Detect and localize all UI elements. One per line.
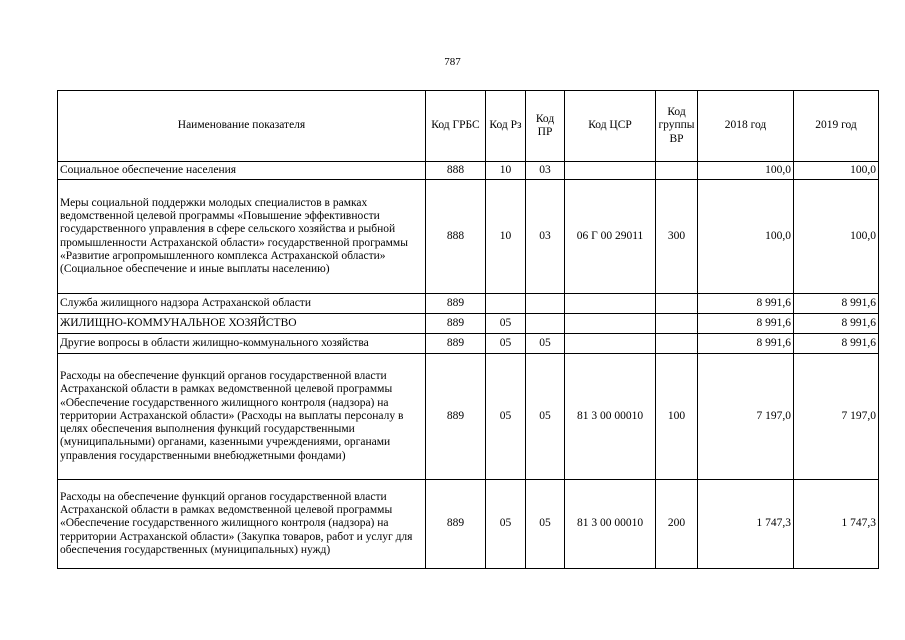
cell-grbs: 889 — [426, 294, 486, 314]
cell-vr — [656, 314, 698, 334]
cell-vr — [656, 334, 698, 354]
cell-vr: 300 — [656, 180, 698, 294]
cell-grbs: 889 — [426, 314, 486, 334]
cell-name: Расходы на обеспечение функций органов государственной власти Астраханской области в рамках ведомственной целевой программы «Обеспечение государственного жилищного контроля (надзора) на территории Астраханской области» (Расходы на выплаты персоналу в целях обеспечения выполнения функций государственными (муниципальными) органами, казенными учреждениями, органами управления государственными внебюджетными фондами) — [58, 354, 426, 480]
cell-2018: 8 991,6 — [698, 334, 794, 354]
cell-rz: 05 — [486, 480, 526, 569]
cell-pr: 05 — [526, 354, 565, 480]
header-pr: Код ПР — [526, 91, 565, 162]
cell-csr — [565, 334, 656, 354]
header-name: Наименование показателя — [58, 91, 426, 162]
cell-2018: 8 991,6 — [698, 314, 794, 334]
table-row — [58, 334, 879, 354]
cell-grbs: 889 — [426, 480, 486, 569]
cell-grbs: 888 — [426, 162, 486, 180]
cell-rz: 05 — [486, 314, 526, 334]
cell-csr: 81 3 00 00010 — [565, 480, 656, 569]
header-2019: 2019 год — [794, 91, 879, 162]
cell-pr: 03 — [526, 180, 565, 294]
cell-2018: 100,0 — [698, 180, 794, 294]
cell-csr — [565, 314, 656, 334]
cell-2018: 100,0 — [698, 162, 794, 180]
table-row — [58, 162, 879, 180]
cell-rz: 05 — [486, 334, 526, 354]
cell-2019: 8 991,6 — [794, 314, 879, 334]
cell-rz — [486, 294, 526, 314]
table-row — [58, 180, 879, 294]
header-rz: Код Рз — [486, 91, 526, 162]
cell-vr — [656, 162, 698, 180]
cell-pr: 05 — [526, 334, 565, 354]
cell-name: Служба жилищного надзора Астраханской области — [58, 294, 426, 314]
table-header-row — [58, 91, 879, 162]
cell-grbs: 889 — [426, 354, 486, 480]
cell-2019: 8 991,6 — [794, 334, 879, 354]
cell-csr — [565, 162, 656, 180]
cell-2019: 100,0 — [794, 180, 879, 294]
cell-2018: 7 197,0 — [698, 354, 794, 480]
cell-2019: 7 197,0 — [794, 354, 879, 480]
cell-csr: 06 Г 00 29011 — [565, 180, 656, 294]
cell-grbs: 888 — [426, 180, 486, 294]
cell-pr: 03 — [526, 162, 565, 180]
header-vr: Код группы ВР — [656, 91, 698, 162]
cell-2019: 8 991,6 — [794, 294, 879, 314]
cell-name: Другие вопросы в области жилищно-коммунального хозяйства — [58, 334, 426, 354]
cell-2019: 100,0 — [794, 162, 879, 180]
cell-csr: 81 3 00 00010 — [565, 354, 656, 480]
cell-pr: 05 — [526, 480, 565, 569]
table-row — [58, 314, 879, 334]
cell-2018: 8 991,6 — [698, 294, 794, 314]
header-2018: 2018 год — [698, 91, 794, 162]
cell-pr — [526, 294, 565, 314]
table-row — [58, 294, 879, 314]
table-row — [58, 480, 879, 569]
cell-2018: 1 747,3 — [698, 480, 794, 569]
cell-pr — [526, 314, 565, 334]
cell-vr — [656, 294, 698, 314]
table-row — [58, 354, 879, 480]
cell-rz: 10 — [486, 162, 526, 180]
cell-2019: 1 747,3 — [794, 480, 879, 569]
cell-csr — [565, 294, 656, 314]
cell-name: Расходы на обеспечение функций органов государственной власти Астраханской области в рамках ведомственной целевой программы «Обеспечение государственного жилищного контроля (надзора) на территории Астраханской области» (Закупка товаров, работ и услуг для обеспечения государственных (муниципальных) нужд) — [58, 480, 426, 569]
header-csr: Код ЦСР — [565, 91, 656, 162]
cell-vr: 200 — [656, 480, 698, 569]
cell-name: ЖИЛИЩНО-КОММУНАЛЬНОЕ ХОЗЯЙСТВО — [58, 314, 426, 334]
cell-rz: 05 — [486, 354, 526, 480]
cell-rz: 10 — [486, 180, 526, 294]
cell-vr: 100 — [656, 354, 698, 480]
cell-name: Меры социальной поддержки молодых специалистов в рамках ведомственной целевой программы «Повышение эффективности государственного управления в сфере сельского хозяйства и рыбной промышленности Астраханской области» государственной программы «Развитие агропромышленного комплекса Астраханской области» (Социальное обеспечение и иные выплаты населению) — [58, 180, 426, 294]
cell-grbs: 889 — [426, 334, 486, 354]
budget-table — [57, 90, 879, 569]
page-number: 787 — [444, 56, 461, 68]
cell-name: Социальное обеспечение населения — [58, 162, 426, 180]
header-grbs: Код ГРБС — [426, 91, 486, 162]
